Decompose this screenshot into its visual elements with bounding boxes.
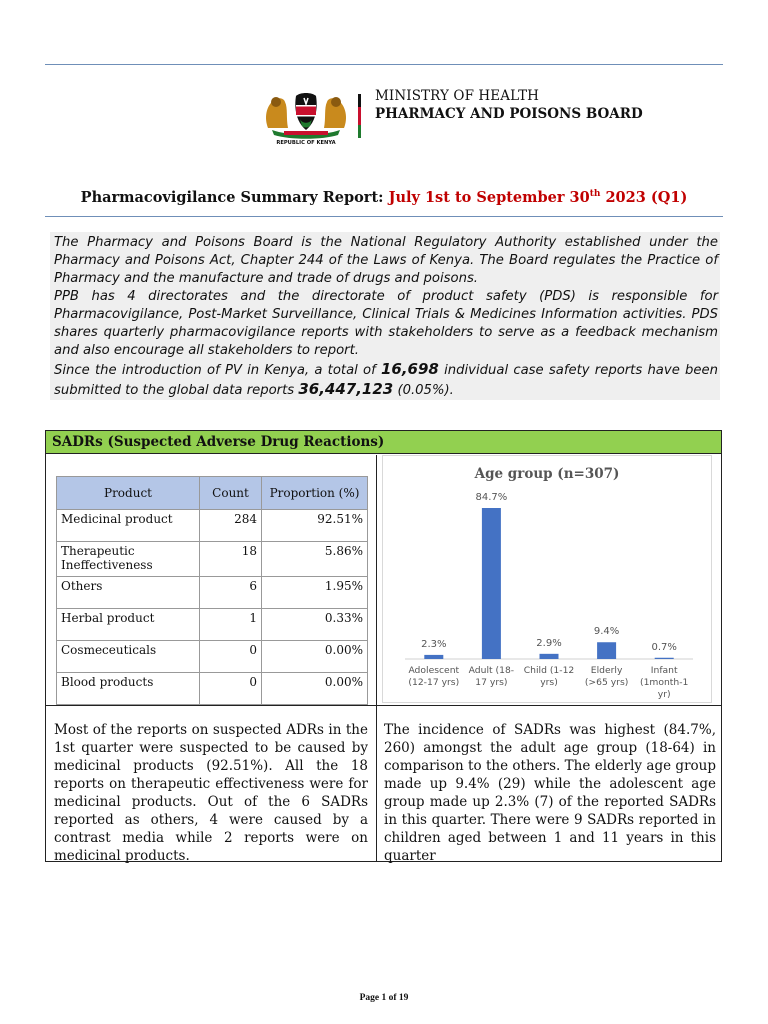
sadr-header: SADRs (Suspected Adverse Drug Reactions) (46, 431, 721, 454)
product-name: Therapeutic Ineffectiveness (57, 542, 200, 577)
product-count: 18 (200, 542, 262, 577)
intro-box (50, 232, 720, 400)
chart-category-label: (>65 yrs) (584, 677, 629, 688)
table-row (57, 673, 368, 705)
top-rule (45, 64, 723, 65)
product-summary-text: Most of the reports on suspected ADRs in the 1st quarter were suspected to be caused by medicinal products (92.51%). All the 18 reports on therapeutic effectiveness were for medicinal products. Out of the 6 SADRs reported as others, 4 were caused by a contrast media while 2 reports were on medicinal products. (54, 722, 368, 864)
report-period-start: July 1st to September 30 (388, 189, 590, 206)
intro-paragraph-1: The Pharmacy and Poisons Board is the National Regulatory Authority established under the Pharmacy and Poisons Act, Chapter 244 of the Laws of Kenya. The Board regulates the Practice of Pharmacy and the manufacture and trade of drugs and poisons. (54, 235, 718, 286)
sadr-section (45, 430, 722, 862)
chart-title: Age group (n=307) (474, 466, 620, 482)
report-period (389, 189, 688, 206)
global-reports-count: 36,447,123 (298, 380, 394, 398)
table-row (57, 577, 368, 609)
total-icsr-count: 16,698 (380, 360, 439, 378)
table-row (57, 542, 368, 577)
age-group-chart (382, 455, 712, 703)
product-name: Herbal product (57, 609, 200, 641)
product-proportion: 92.51% (262, 510, 368, 542)
chart-bar (482, 508, 501, 659)
table-row (57, 510, 368, 542)
chart-category-label: yr) (657, 689, 671, 700)
chart-category-label: yrs) (540, 677, 558, 688)
chart-category-label: Adolescent (408, 665, 460, 676)
table-header-row (57, 477, 368, 510)
product-count: 0 (200, 673, 262, 705)
logo-divider (358, 94, 361, 138)
age-group-chart-svg (383, 456, 711, 702)
chart-bar (424, 655, 443, 659)
title-rule (45, 216, 723, 217)
chart-category-label: Elderly (590, 665, 623, 676)
kenya-coat-of-arms-logo (258, 88, 354, 146)
intro-p3-text-a: Since the introduction of PV in Kenya, a total of (54, 363, 381, 378)
chart-bar (540, 654, 559, 659)
chart-bar (655, 658, 674, 659)
column-header-product: Product (57, 477, 200, 510)
product-proportion: 1.95% (262, 577, 368, 609)
svg-text:REPUBLIC OF KENYA: REPUBLIC OF KENYA (276, 140, 336, 146)
ministry-name: MINISTRY OF HEALTH (375, 88, 540, 104)
column-header-count: Count (200, 477, 262, 510)
chart-category-label: (12-17 yrs) (408, 677, 460, 688)
intro-paragraph-3 (54, 360, 718, 400)
product-count: 0 (200, 641, 262, 673)
report-title-label: Pharmacovigilance Summary Report: (80, 189, 384, 206)
report-period-sup: th (589, 189, 601, 200)
product-proportion: 0.00% (262, 641, 368, 673)
chart-category-label: Adult (18- (468, 665, 515, 676)
product-proportion: 0.33% (262, 609, 368, 641)
chart-data-label: 9.4% (593, 626, 620, 638)
product-proportion: 5.86% (262, 542, 368, 577)
product-table (56, 476, 368, 705)
product-name: Cosmeceuticals (57, 641, 200, 673)
chart-data-label: 2.3% (421, 638, 447, 650)
chart-category-label: 17 yrs) (475, 677, 508, 688)
product-name: Medicinal product (57, 510, 200, 542)
age-summary-text: The incidence of SADRs was highest (84.7%, 260) amongst the adult age group (18-64) in comparison to the others. The elderly age group made up 9.4% (29) while the adolescent age group made up 2.3% (7) of the reported SADRs in this quarter. There were 9 SADRs reported in children aged between 1 and 11 years in this quarter (384, 722, 716, 864)
product-count: 6 (200, 577, 262, 609)
product-count: 284 (200, 510, 262, 542)
chart-data-label: 2.9% (536, 637, 562, 649)
product-name: Others (57, 577, 200, 609)
board-name: PHARMACY AND POISONS BOARD (375, 106, 643, 122)
report-title (0, 189, 768, 206)
chart-category-label: Infant (650, 665, 678, 676)
chart-category-label: Child (1-12 (523, 665, 575, 676)
report-period-end: 2023 (Q1) (600, 189, 688, 206)
column-header-proportion: Proportion (%) (262, 477, 368, 510)
product-name: Blood products (57, 673, 200, 705)
product-count: 1 (200, 609, 262, 641)
chart-data-label: 84.7% (475, 492, 508, 503)
chart-bar (597, 642, 616, 659)
page-number: Page 1 of 19 (359, 993, 409, 1003)
product-proportion: 0.00% (262, 673, 368, 705)
table-row (57, 609, 368, 641)
intro-paragraph-2: PPB has 4 directorates and the directorate of product safety (PDS) is responsible for Pharmacovigilance, Post-Market Surveillance, Clinical Trials & Medicines Information activities. PDS shares quarterly pharmacovigilance reports with stakeholders to serve as a feedback mechanism and also encourage all stakeholders to report. (54, 289, 718, 358)
table-row (57, 641, 368, 673)
chart-data-label: 0.7% (651, 641, 677, 653)
intro-p3-text-b: individual case safety reports have been submitted to the global data reports (54, 363, 718, 398)
intro-p3-text-c: (0.05%). (393, 383, 454, 398)
section-column-divider (376, 455, 377, 861)
chart-category-label: (1month-1 (639, 677, 689, 688)
section-row-divider (46, 705, 721, 706)
